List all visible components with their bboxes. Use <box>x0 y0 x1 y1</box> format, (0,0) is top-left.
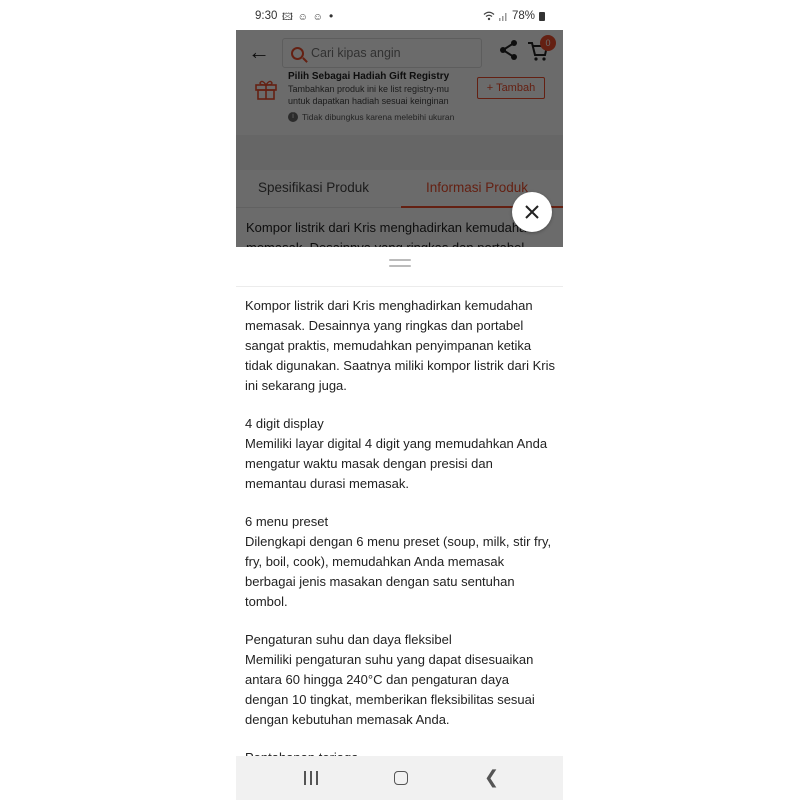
sheet-content <box>245 296 555 786</box>
close-button[interactable] <box>512 192 552 232</box>
product-info-sheet[interactable] <box>236 247 563 756</box>
drag-handle-icon[interactable] <box>389 259 411 267</box>
close-icon <box>524 204 540 220</box>
notification-icons: 🖾 ☺ ☺ <box>282 12 324 23</box>
section-text: Memiliki pengaturan suhu yang dapat disesuaikan antara 60 hingga 240°C dan pengaturan daya dengan 10 tingkat, memberikan fleksibilitas sesuai dengan kebutuhan memasak Anda. <box>245 652 535 727</box>
section-text: Memiliki layar digital 4 digit yang memudahkan Anda mengatur waktu masak dengan presisi dan memantau durasi memasak. <box>245 436 548 491</box>
intro-paragraph: Kompor listrik dari Kris menghadirkan kemudahan memasak. Desainnya yang ringkas dan portabel sangat praktis, memudahkan penyimpanan ketika tidak digunakan. Saatnya miliki kompor listrik dari Kris ini sekarang juga. <box>245 298 555 393</box>
section-heading: 4 digit display <box>245 416 324 431</box>
section-6-menu-preset <box>245 512 555 612</box>
battery-percent: 78% <box>511 10 535 22</box>
section-4-digit-display <box>245 414 555 494</box>
section-text: Dilengkapi dengan 6 menu preset (soup, milk, stir fry, fry, boil, cook), memudahkan Anda memasak berbagai jenis masakan dengan satu sentuhan tombol. <box>245 534 552 609</box>
home-icon[interactable] <box>394 771 408 785</box>
status-time: 9:30 <box>255 10 278 22</box>
system-nav-bar <box>236 756 563 800</box>
section-heading: Pengaturan suhu dan daya fleksibel <box>245 632 452 647</box>
status-right <box>483 10 545 22</box>
battery-icon <box>539 12 545 21</box>
status-bar <box>236 0 563 30</box>
sheet-divider <box>236 286 563 287</box>
wifi-icon <box>483 11 495 21</box>
nav-back-icon[interactable]: ❮ <box>484 767 500 787</box>
notification-dot: • <box>329 9 334 23</box>
section-heading: 6 menu preset <box>245 514 329 529</box>
signal-icon <box>499 12 508 21</box>
phone-screen <box>236 0 563 800</box>
recents-icon[interactable] <box>304 771 318 785</box>
section-pengaturan-suhu <box>245 630 555 730</box>
